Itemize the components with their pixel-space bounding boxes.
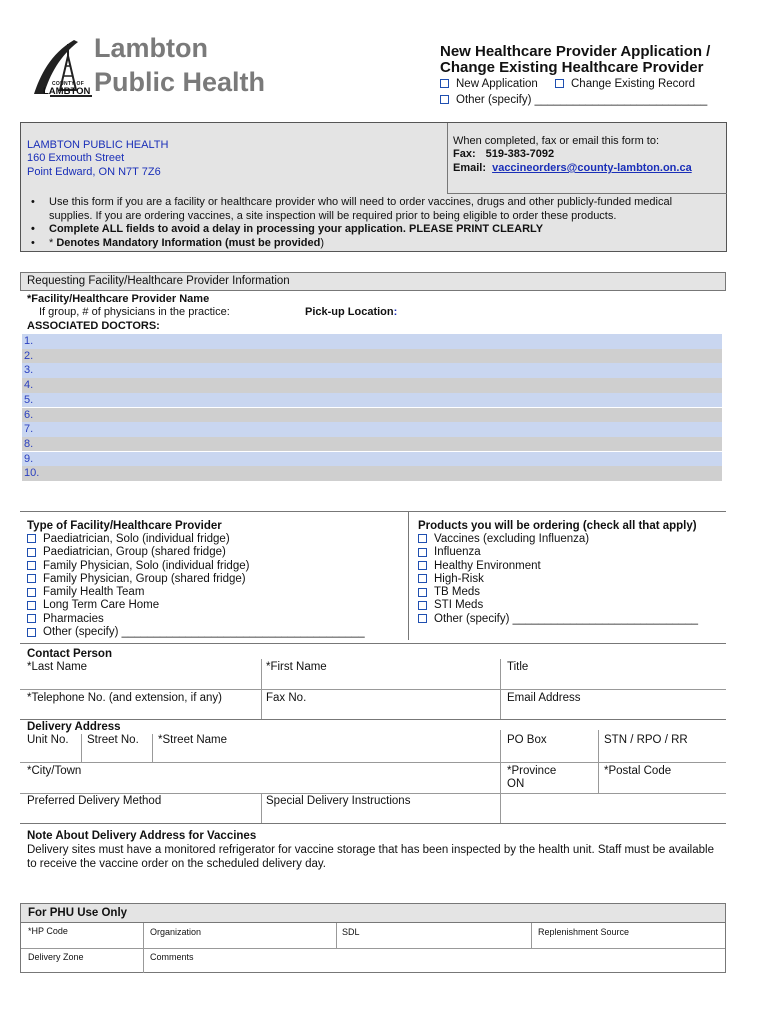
city-field[interactable]: *City/Town: [27, 765, 82, 777]
checkbox-icon[interactable]: [27, 561, 36, 570]
hp-code-field[interactable]: *HP Code: [28, 926, 68, 936]
county-big-text: LAMBTON: [43, 86, 91, 97]
doctor-row[interactable]: 2.: [22, 349, 722, 364]
doctor-row[interactable]: 1.: [22, 334, 722, 349]
facility-sub-label: If group, # of physicians in the practice:: [39, 306, 230, 318]
option-new-application[interactable]: New Application: [440, 78, 538, 90]
facility-type-option[interactable]: [27, 626, 365, 639]
note-heading: Note About Delivery Address for Vaccines: [27, 830, 257, 842]
street-name-field[interactable]: *Street Name: [158, 734, 228, 746]
doctor-row[interactable]: 4.: [22, 378, 722, 393]
logo-line2: Public Health: [94, 67, 266, 97]
product-option[interactable]: [418, 586, 698, 599]
stn-field[interactable]: STN / RPO / RR: [604, 734, 688, 746]
facility-type-option-label: Long Term Care Home: [43, 599, 160, 612]
product-option-label: TB Meds: [434, 586, 481, 599]
doctor-row[interactable]: 7.: [22, 422, 722, 437]
checkbox-icon[interactable]: [27, 614, 36, 623]
facility-type-option[interactable]: [27, 599, 365, 612]
facility-type-option[interactable]: [27, 573, 365, 586]
unit-no-field[interactable]: Unit No.: [27, 734, 69, 746]
delivery-method-field[interactable]: Preferred Delivery Method: [27, 795, 162, 807]
form-title-line2: Change Existing Healthcare Provider: [440, 59, 704, 76]
facility-type-option[interactable]: [27, 546, 365, 559]
logo: [30, 33, 290, 104]
organization-field[interactable]: Organization: [150, 927, 202, 937]
logo-line1: Lambton: [94, 33, 208, 63]
doctor-row[interactable]: 9.: [22, 452, 722, 467]
facility-type-option-label: Pharmacies: [43, 612, 104, 625]
checkbox-icon[interactable]: [27, 601, 36, 610]
checkbox-icon[interactable]: [27, 548, 36, 557]
checkbox-icon[interactable]: [27, 588, 36, 597]
facility-type-option[interactable]: [27, 586, 365, 599]
checkbox-icon[interactable]: [418, 548, 427, 557]
note-text: Delivery sites must have a monitored refrigerator for vaccine storage that has been inspected by the health unit. Staff must be available to receive the vaccine order on the scheduled delivery day.: [27, 844, 714, 870]
comments-field[interactable]: Comments: [150, 952, 194, 962]
product-option[interactable]: [418, 599, 698, 612]
product-option-label: Healthy Environment: [434, 559, 541, 572]
checkbox-icon[interactable]: [418, 534, 427, 543]
product-option-label: STI Meds: [434, 599, 484, 612]
phu-section: [20, 903, 726, 973]
org-name: LAMBTON PUBLIC HEALTH: [27, 139, 169, 151]
sdl-field[interactable]: SDL: [342, 927, 360, 937]
checkbox-icon[interactable]: [27, 628, 36, 637]
product-option[interactable]: [418, 613, 698, 626]
facility-type-option-label: Paediatrician, Solo (individual fridge): [43, 533, 230, 545]
email-address-field[interactable]: Email Address: [507, 692, 581, 704]
products-options: [418, 533, 698, 626]
product-option-label: Influenza: [434, 546, 481, 559]
product-option[interactable]: [418, 546, 698, 559]
facility-type-option-label: Family Health Team: [43, 586, 145, 599]
facility-type-option[interactable]: [27, 613, 365, 626]
products-heading: Products you will be ordering (check all that apply): [418, 520, 697, 532]
facility-type-options: [27, 533, 365, 639]
phu-heading: For PHU Use Only: [28, 907, 128, 919]
facility-type-option-label: Other (specify) ______________________________________: [43, 626, 365, 639]
county-small-text: COUNTY OF: [52, 81, 85, 87]
email-link[interactable]: vaccineorders@county-lambton.on.ca: [492, 162, 692, 174]
product-option-label: Other (specify) _____________________________: [434, 612, 699, 625]
facility-type-option-label: Paediatrician, Group (shared fridge): [43, 546, 226, 559]
first-name-field[interactable]: *First Name: [266, 661, 327, 673]
checkbox-icon[interactable]: [555, 79, 564, 88]
checkbox-icon[interactable]: [418, 601, 427, 610]
delivery-instructions-field[interactable]: Special Delivery Instructions: [266, 795, 411, 807]
pickup-location-label: Pick-up Location:: [305, 306, 398, 318]
product-option[interactable]: [418, 560, 698, 573]
facility-type-option-label: Family Physician, Group (shared fridge): [43, 572, 246, 585]
doctor-row[interactable]: 10.: [22, 466, 722, 481]
instruction-3: • * Denotes Mandatory Information (must be provided): [27, 237, 717, 251]
checkbox-icon[interactable]: [440, 95, 449, 104]
contact-heading: Contact Person: [27, 648, 112, 660]
facility-type-option[interactable]: [27, 533, 365, 546]
checkbox-icon[interactable]: [27, 574, 36, 583]
title-field[interactable]: Title: [507, 661, 529, 673]
delivery-zone-field[interactable]: Delivery Zone: [28, 952, 84, 962]
doctor-row[interactable]: 5.: [22, 393, 722, 408]
associated-doctors-label: ASSOCIATED DOCTORS:: [27, 320, 160, 332]
postal-code-field[interactable]: *Postal Code: [604, 765, 672, 777]
product-option[interactable]: [418, 573, 698, 586]
product-option-label: Vaccines (excluding Influenza): [434, 533, 590, 545]
fax-line: Fax: 519-383-7092: [453, 148, 555, 160]
product-option[interactable]: [418, 533, 698, 546]
facility-type-option[interactable]: [27, 560, 365, 573]
form-title-line1: New Healthcare Provider Application /: [440, 43, 711, 60]
info-banner: [20, 122, 727, 252]
facility-type-option-label: Family Physician, Solo (individual fridge): [43, 559, 250, 572]
product-option-label: High-Risk: [434, 572, 484, 585]
checkbox-icon[interactable]: [27, 534, 36, 543]
org-city: Point Edward, ON N7T 7Z6: [27, 166, 161, 178]
completed-note: When completed, fax or email this form to:: [453, 135, 660, 147]
facility-type-heading: Type of Facility/Healthcare Provider: [27, 520, 222, 532]
requesting-section-header: Requesting Facility/Healthcare Provider Information: [20, 272, 726, 291]
instruction-1: • Use this form if you are a facility or healthcare provider who will need to order vaccines, drugs and other publicly-funded medical supplies. If you are ordering vaccines, a site inspection will be required prior to being eligible to order these products.: [27, 196, 717, 223]
email-line: Email: vaccineorders@county-lambton.on.ca: [453, 162, 692, 174]
facility-name-label: *Facility/Healthcare Provider Name: [27, 293, 210, 305]
province-field[interactable]: *Province: [507, 765, 557, 777]
replenishment-field[interactable]: Replenishment Source: [538, 927, 630, 937]
last-name-field[interactable]: *Last Name: [27, 661, 88, 673]
checkbox-icon[interactable]: [440, 79, 449, 88]
po-box-field[interactable]: PO Box: [507, 734, 547, 746]
org-street: 160 Exmouth Street: [27, 152, 125, 164]
fax-field[interactable]: Fax No.: [266, 692, 307, 704]
checkbox-icon[interactable]: [418, 614, 427, 623]
doctor-row[interactable]: 3.: [22, 363, 722, 378]
instruction-2: • Complete ALL fields to avoid a delay in processing your application. PLEASE PRINT CLEARLY: [27, 223, 717, 237]
instructions-list: [27, 196, 717, 250]
checkbox-icon[interactable]: [418, 561, 427, 570]
telephone-field[interactable]: *Telephone No. (and extension, if any): [27, 692, 222, 704]
province-value: ON: [507, 778, 525, 790]
doctor-row[interactable]: 8.: [22, 437, 722, 452]
option-other[interactable]: Other (specify) ___________________________: [440, 94, 707, 106]
checkbox-icon[interactable]: [418, 588, 427, 597]
street-no-field[interactable]: Street No.: [87, 734, 139, 746]
option-change-record[interactable]: Change Existing Record: [555, 78, 695, 90]
checkbox-icon[interactable]: [418, 574, 427, 583]
delivery-heading: Delivery Address: [27, 721, 121, 733]
doctor-row[interactable]: 6.: [22, 408, 722, 423]
